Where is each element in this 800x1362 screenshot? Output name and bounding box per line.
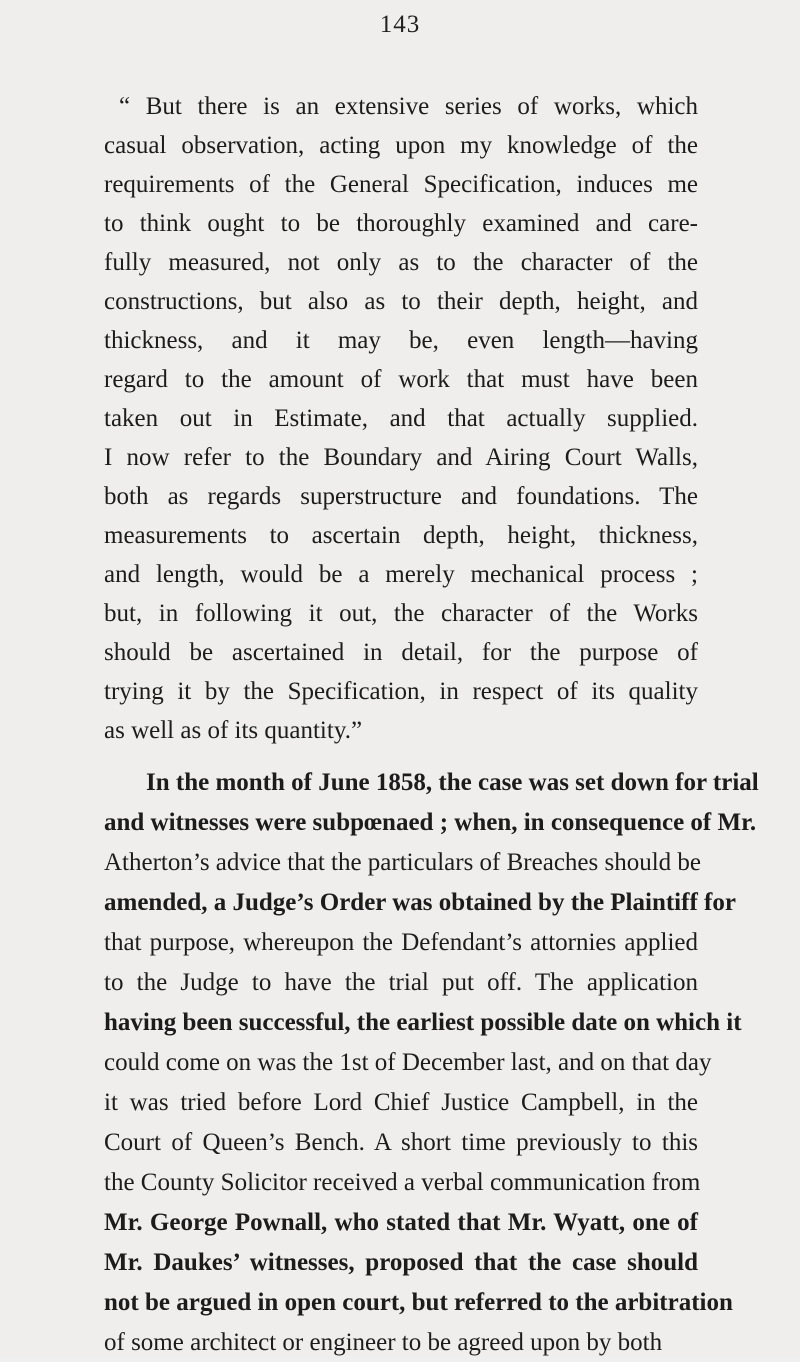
quote-line: measurements to ascertain depth, height, thickness, xyxy=(104,522,698,549)
paragraph-line: Mr. Daukes’ witnesses, proposed that the case should xyxy=(104,1249,698,1276)
quote-line: trying it by the Specification, in respect of its quality xyxy=(104,678,698,705)
quote-line: to think ought to be thoroughly examined and care- xyxy=(104,210,698,237)
paragraph-line: In the month of June 1858, the case was set down for trial xyxy=(146,769,759,796)
quote-line: “ But there is an extensive series of works, which xyxy=(119,93,698,120)
paragraph-line: that purpose, whereupon the Defendant’s attornies applied xyxy=(104,929,698,956)
paragraph-line: amended, a Judge’s Order was obtained by the Plaintiff for xyxy=(104,889,736,916)
paragraph-line: Court of Queen’s Bench. A short time previously to this xyxy=(104,1129,698,1156)
quote-line: requirements of the General Specification, induces me xyxy=(104,171,698,198)
page-number: 143 xyxy=(379,11,421,38)
quote-line: fully measured, not only as to the character of the xyxy=(104,249,698,276)
quote-line: regard to the amount of work that must have been xyxy=(104,366,698,393)
quote-line: but, in following it out, the character of the Works xyxy=(104,600,698,627)
paragraph-line: Atherton’s advice that the particulars of Breaches should be xyxy=(104,849,702,876)
quote-line: both as regards superstructure and foundations. The xyxy=(104,483,698,510)
quote-line: and length, would be a merely mechanical process ; xyxy=(104,561,698,588)
paragraph-line: and witnesses were subpœnaed ; when, in consequence of Mr. xyxy=(104,809,757,836)
paragraph-line: of some architect or engineer to be agreed upon by both xyxy=(104,1329,663,1356)
paragraph-line: it was tried before Lord Chief Justice Campbell, in the xyxy=(104,1089,698,1116)
paragraph-line: to the Judge to have the trial put off. The application xyxy=(104,969,698,996)
quote-line: as well as of its quantity.” xyxy=(104,717,363,744)
quote-line: casual observation, acting upon my knowledge of the xyxy=(104,132,698,159)
quote-line: should be ascertained in detail, for the purpose of xyxy=(104,639,698,666)
paragraph-line: the County Solicitor received a verbal communication from xyxy=(104,1169,701,1196)
paragraph-line: Mr. George Pownall, who stated that Mr. Wyatt, one of xyxy=(104,1209,698,1236)
paragraph-line: having been successful, the earliest possible date on which it xyxy=(104,1009,742,1036)
quote-line: taken out in Estimate, and that actually supplied. xyxy=(104,405,698,432)
quote-line: I now refer to the Boundary and Airing Court Walls, xyxy=(104,444,698,471)
paragraph-line: not be argued in open court, but referred to the arbitration xyxy=(104,1289,733,1316)
quote-line: thickness, and it may be, even length—having xyxy=(104,327,698,354)
paragraph-line: could come on was the 1st of December last, and on that day xyxy=(104,1049,712,1076)
quote-line: constructions, but also as to their depth, height, and xyxy=(104,288,698,315)
